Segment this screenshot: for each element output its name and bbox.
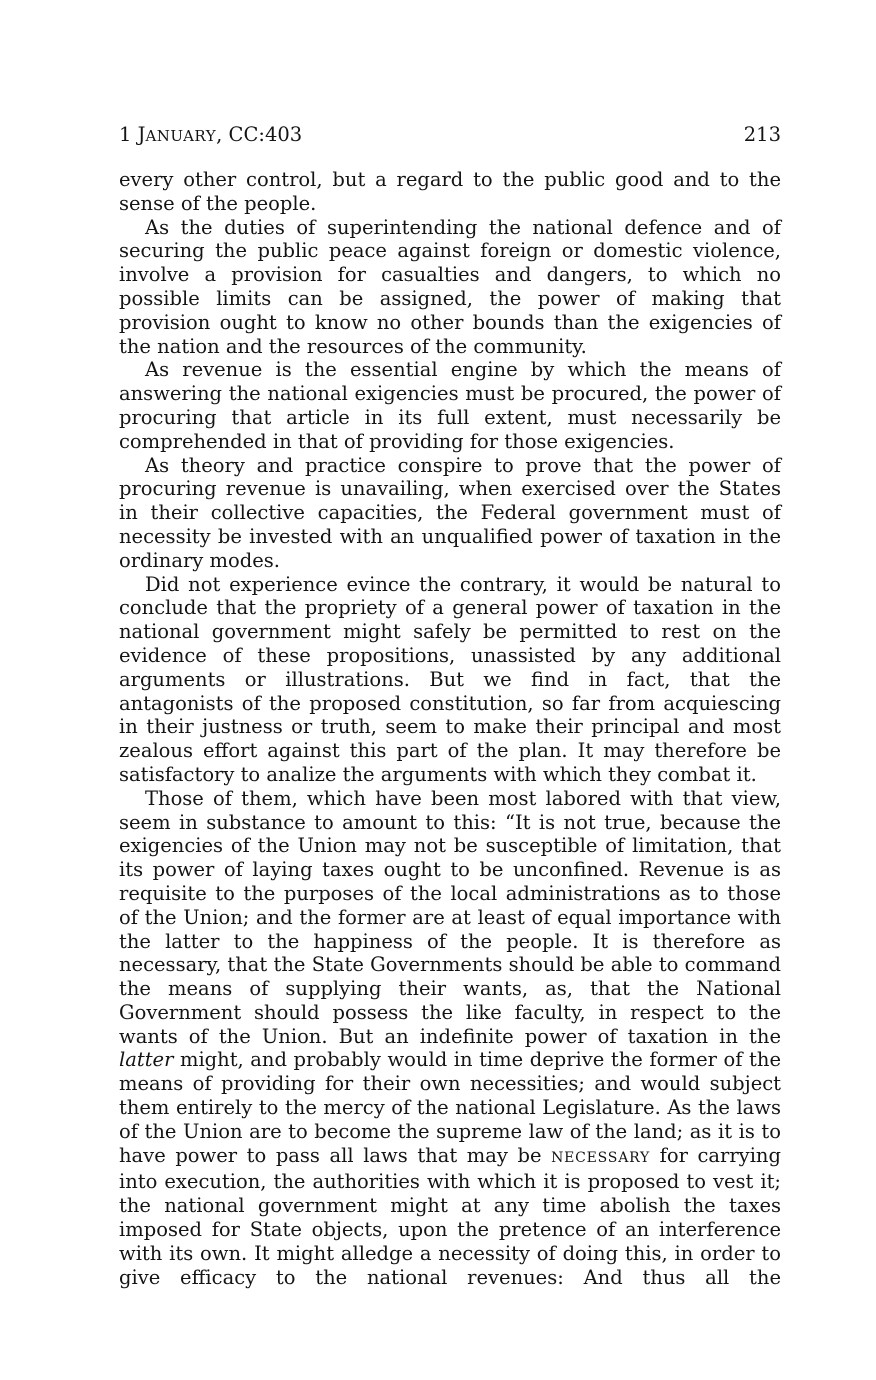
italic-emphasis: latter [119, 1048, 174, 1072]
paragraph-text: Those of them, which have been most labored with that view, seem in substance to amount to this: “It is not true, because the exigencies of the Union may not be susceptible of limitation, that its power of laying taxes ought to be unconfined. Revenue is as requisite to the purposes of the local administrations as to those of the Union; and the former are at least of equal importance with the latter to the happiness of the people. It is therefore as necessary, that the State Governments should be able to command the means of supplying their wants, as, that the National Government should possess the like faculty, in respect to the wants of the Union. But an indefinite power of taxation in the [119, 786, 781, 1048]
paragraph-text: might, and probably would in time deprive the former of the means of providing for their own necessities; and would subject them entirely to the mercy of the national Legislature. As the laws of the Union are to become the supreme law of the land; as it is to have power to pass all laws that may be [119, 1048, 781, 1167]
running-head-reference [119, 121, 302, 150]
smallcaps-emphasis: NECESSARY [551, 1149, 651, 1166]
paragraph-final [119, 787, 781, 1290]
paragraph-text: for carrying into execution, the authorities with which it is proposed to vest it; the national government might at any time abolish the taxes imposed for State objects, upon the pretence of an interference with its own. It might alledge a necessity of doing this, in order to give efficacy to the national revenues: And thus all the [119, 1143, 781, 1289]
paragraph: As revenue is the essential engine by which the means of answering the national exigencies must be procured, the power of procuring that article in its full extent, must necessarily be comprehended in that of providing for those exigencies. [119, 358, 781, 453]
month-rest: ANUARY [145, 127, 217, 145]
paragraph-continuation: every other control, but a regard to the public good and to the sense of the people. [119, 168, 781, 215]
paragraph: Did not experience evince the contrary, it would be natural to conclude that the propriety of a general power of taxation in the national government might safely be permitted to rest on the evidence of these propositions, unassisted by any additional arguments or illustrations. But we find in fact, that the antagonists of the proposed constitution, so far from acquiescing in their justness or truth, seem to make their principal and most zealous effort against this part of the plan. It may therefore be satisfactory to analize the arguments with which they combat it. [119, 572, 781, 786]
date-day: 1 [119, 123, 138, 146]
running-head [119, 121, 781, 150]
page-number: 213 [743, 123, 781, 146]
month-initial: J [137, 123, 146, 146]
paragraph: As the duties of superintending the national defence and of securing the public peace against foreign or domestic violence, involve a provision for casualties and dangers, to which no possible limits can be assigned, the power of making that provision ought to know no other bounds than the exigencies of the nation and the resources of the community. [119, 215, 781, 358]
document-reference: , CC:403 [216, 123, 303, 146]
paragraph: As theory and practice conspire to prove that the power of procuring revenue is unavailing, when exercised over the States in their collective capacities, the Federal government must of necessity be invested with an unqualified power of taxation in the ordinary modes. [119, 453, 781, 572]
body-text [119, 168, 781, 1289]
document-page [119, 121, 781, 1289]
